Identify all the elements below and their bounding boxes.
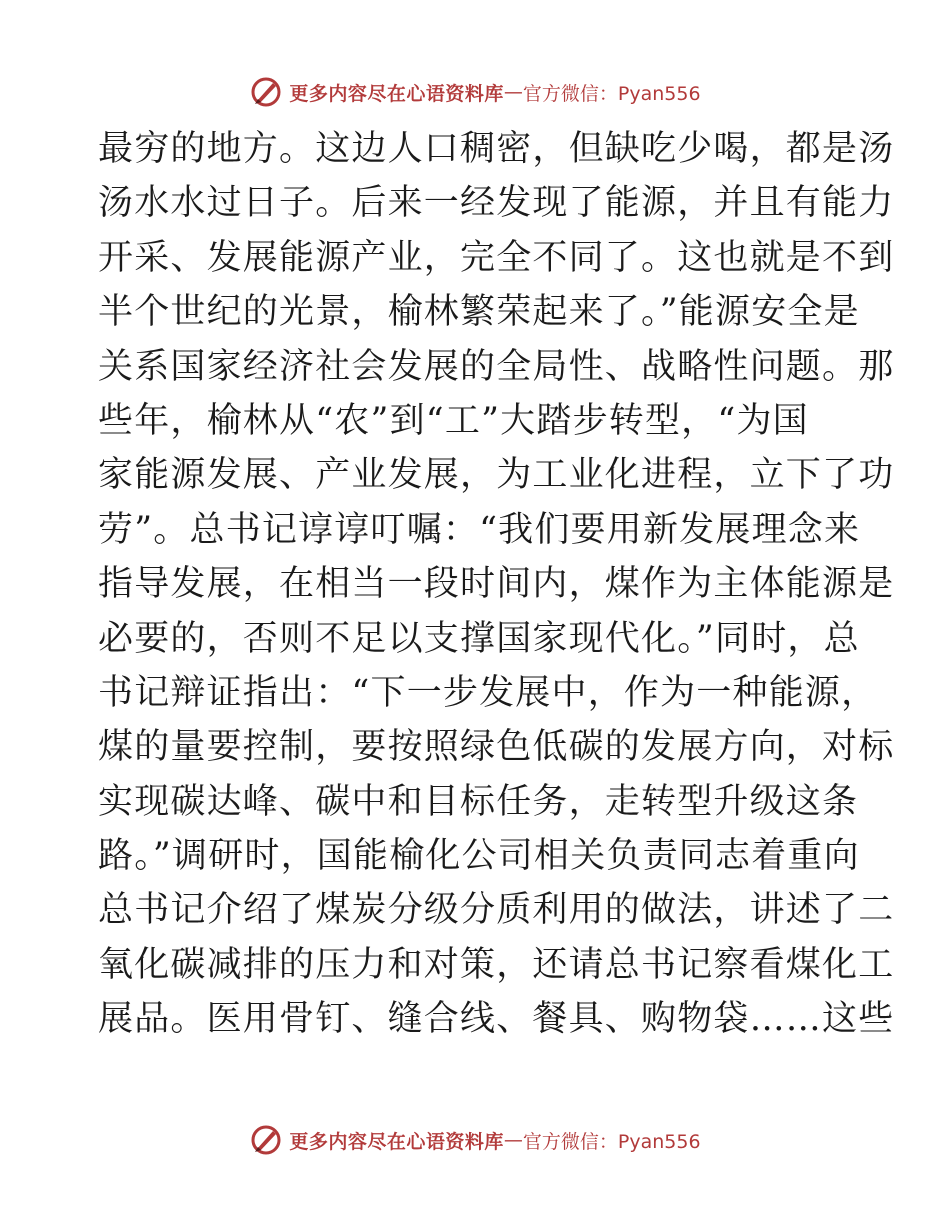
- text-line: 半个世纪的光景，榆林繁荣起来了。”能源安全是: [98, 292, 860, 333]
- text-line: 最穷的地方。这边人口稠密，但缺吃少喝，都是汤: [98, 129, 895, 169]
- text-line: 书记辩证指出：“下一步发展中，作为一种能源，: [98, 672, 878, 713]
- text-line: 总书记介绍了煤炭分级分质利用的做法，讲述了二: [98, 890, 895, 931]
- text-line: 展品。医用骨钉、缝合线、餐具、购物袋……这些: [98, 999, 895, 1040]
- brush-pen-logo-icon: [249, 1123, 283, 1157]
- document-body: [98, 122, 895, 1047]
- banner-contact-text: 官方微信：Pyan556: [522, 1130, 701, 1153]
- text-line: 实现碳达峰、碳中和目标任务，走转型升级这条: [98, 781, 859, 822]
- banner-main-text: 更多内容尽在心语资料库: [289, 82, 504, 105]
- brush-pen-logo-icon: [249, 75, 283, 109]
- footer-banner: [0, 1120, 950, 1160]
- banner-dash: —: [503, 1129, 523, 1151]
- text-line: 路。”调研时，国能榆化公司相关负责同志着重向: [98, 836, 860, 877]
- text-line: 劳”。总书记谆谆叮嘱：“我们要用新发展理念来: [98, 509, 861, 550]
- banner-contact-text: 官方微信：Pyan556: [522, 82, 701, 105]
- header-banner: [0, 72, 950, 112]
- banner-main-text: 更多内容尽在心语资料库: [289, 1130, 504, 1153]
- text-line: 些年，榆林从“农”到“工”大踏步转型，“为国: [98, 400, 809, 441]
- text-line: 氧化碳减排的压力和对策，还请总书记察看煤化工: [98, 944, 895, 985]
- text-line: 煤的量要控制，要按照绿色低碳的发展方向，对标: [98, 727, 895, 768]
- text-line: 指导发展，在相当一段时间内，煤作为主体能源是: [98, 564, 895, 605]
- text-line: 开采、发展能源产业，完全不同了。这也就是不到: [98, 237, 895, 278]
- banner-dash: —: [503, 81, 523, 103]
- text-line: 必要的，否则不足以支撑国家现代化。”同时，总: [98, 618, 860, 659]
- text-line: 家能源发展、产业发展，为工业化进程，立下了功: [98, 455, 895, 496]
- text-line: 汤水水过日子。后来一经发现了能源，并且有能力: [98, 183, 895, 224]
- text-line: 关系国家经济社会发展的全局性、战略性问题。那: [98, 346, 895, 387]
